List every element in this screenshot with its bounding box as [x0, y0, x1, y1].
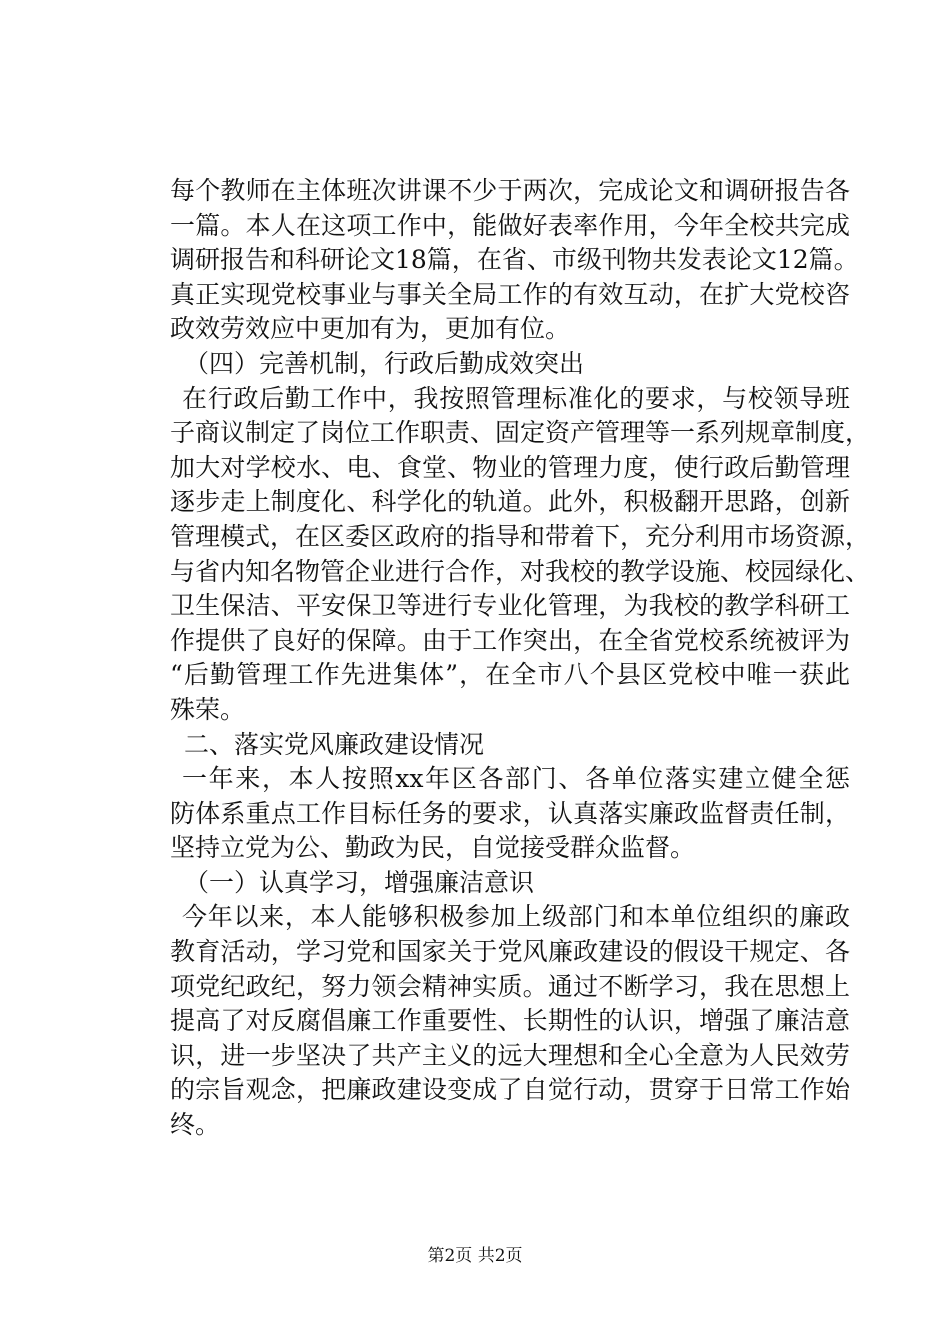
text-line: 加大对学校水、电、食堂、物业的管理力度，使行政后勤管理	[170, 452, 850, 482]
document-body	[170, 174, 871, 1143]
text-line: 殊荣。	[170, 694, 246, 724]
text-line: 坚持立党为公、勤政为民，自觉接受群众监督。	[170, 833, 696, 863]
text-line: 项党纪政纪，努力领会精神实质。通过不断学习，我在思想上	[170, 971, 850, 1001]
text-line: 卫生保洁、平安保卫等进行专业化管理，为我校的教学科研工	[170, 591, 850, 621]
text-line: 今年以来，本人能够积极参加上级部门和本单位组织的廉政	[182, 902, 850, 932]
text-line: 与省内知名物管企业进行合作，对我校的教学设施、校园绿化、	[170, 556, 871, 586]
text-line: “后勤管理工作先进集体”，在全市八个县区党校中唯一获此	[170, 660, 850, 690]
section-heading: 二、落实党风廉政建设情况	[184, 729, 485, 759]
text-line: 每个教师在主体班次讲课不少于两次，完成论文和调研报告各	[170, 176, 850, 205]
text-line: 终。	[170, 1110, 221, 1140]
text-line: 政效劳效应中更加有为，更加有位。	[170, 314, 571, 344]
text-line: 子商议制定了岗位工作职责、固定资产管理等一系列规章制度，	[170, 418, 871, 448]
section-heading: （一）认真学习，增强廉洁意识	[184, 867, 535, 897]
text-line: 在行政后勤工作中，我按照管理标准化的要求，与校领导班	[182, 383, 850, 413]
text-line: 提高了对反腐倡廉工作重要性、长期性的认识，增强了廉洁意	[170, 1006, 850, 1036]
text-line: 调研报告和科研论文18篇，在省、市级刊物共发表论文12篇。	[170, 245, 859, 275]
section-heading: （四）完善机制，行政后勤成效突出	[184, 348, 585, 378]
text-line: 一年来，本人按照xx年区各部门、各单位落实建立健全惩	[182, 764, 850, 794]
text-line: 防体系重点工作目标任务的要求，认真落实廉政监督责任制，	[170, 798, 850, 828]
text-line: 的宗旨观念，把廉政建设变成了自觉行动，贯穿于日常工作始	[170, 1075, 850, 1105]
text-line: 逐步走上制度化、科学化的轨道。此外，积极翻开思路，创新	[170, 487, 850, 517]
page-number-footer: 第2页 共2页	[427, 1246, 523, 1266]
text-line: 识，进一步坚决了共产主义的远大理想和全心全意为人民效劳	[170, 1040, 850, 1070]
text-line: 真正实现党校事业与事关全局工作的有效互动，在扩大党校咨	[170, 279, 850, 309]
text-line: 作提供了良好的保障。由于工作突出，在全省党校系统被评为	[170, 625, 850, 655]
text-line: 一篇。本人在这项工作中，能做好表率作用，今年全校共完成	[170, 210, 850, 240]
text-line: 管理模式，在区委区政府的指导和带着下，充分利用市场资源，	[170, 521, 871, 551]
text-line: 教育活动，学习党和国家关于党风廉政建设的假设干规定、各	[170, 937, 850, 967]
